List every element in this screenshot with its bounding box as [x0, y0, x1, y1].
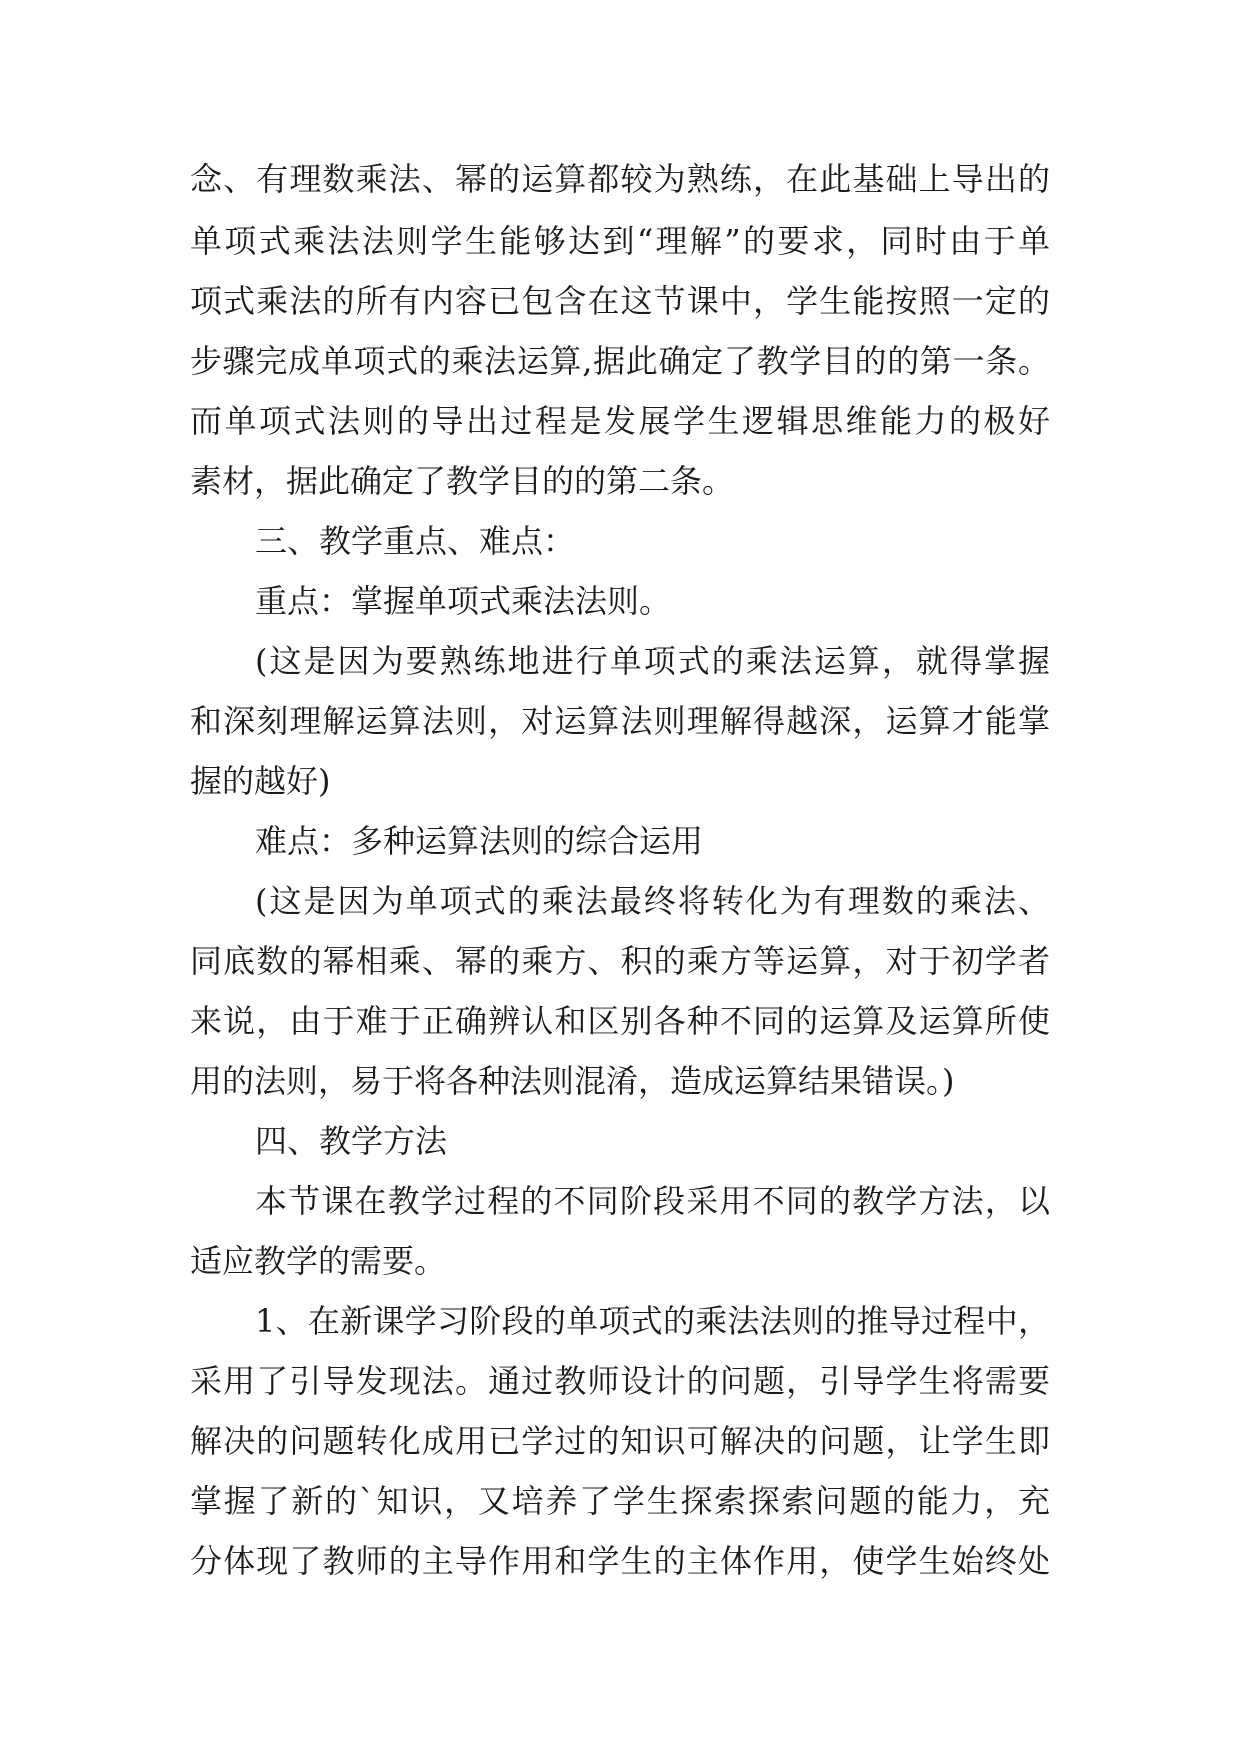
text-line: 难点：多种运算法则的综合运用: [255, 822, 704, 860]
section-heading: 三、教学重点、难点：: [255, 522, 576, 560]
text-line: 握的越好): [190, 762, 331, 800]
text-line: 念、有理数乘法、幂的运算都较为熟练，在此基础上导出的: [190, 160, 1050, 198]
text-line: 1、在新课学习阶段的单项式的乘法法则的推导过程中，: [255, 1302, 1050, 1340]
text-line: 重点：掌握单项式乘法法则。: [255, 582, 672, 620]
text-line: 分体现了教师的主导作用和学生的主体作用，使学生始终处: [190, 1542, 1050, 1580]
text-line: 本节课在教学过程的不同阶段采用不同的教学方法，以: [255, 1182, 1050, 1220]
text-line: (这是因为单项式的乘法最终将转化为有理数的乘法、: [255, 882, 1050, 920]
text-line: (这是因为要熟练地进行单项式的乘法运算，就得掌握: [255, 642, 1050, 680]
text-line: 适应教学的需要。: [190, 1242, 447, 1280]
text-line: 采用了引导发现法。通过教师设计的问题，引导学生将需要: [190, 1362, 1050, 1400]
text-line: 步骤完成单项式的乘法运算,据此确定了教学目的的第一条。: [190, 342, 1050, 380]
text-line: 同底数的幂相乘、幂的乘方、积的乘方等运算，对于初学者: [190, 942, 1050, 980]
text-line: 素材，据此确定了教学目的的第二条。: [190, 462, 735, 500]
text-line: 来说，由于难于正确辨认和区别各种不同的运算及运算所使: [190, 1002, 1050, 1040]
text-line: 解决的问题转化成用已学过的知识可解决的问题，让学生即: [190, 1422, 1050, 1460]
text-line: 而单项式法则的导出过程是发展学生逻辑思维能力的极好: [190, 402, 1050, 440]
text-line: 掌握了新的`知识，又培养了学生探索探索问题的能力，充: [190, 1482, 1050, 1520]
text-line: 项式乘法的所有内容已包含在这节课中，学生能按照一定的: [190, 282, 1050, 320]
text-line: 用的法则，易于将各种法则混淆，造成运算结果错误。): [190, 1062, 955, 1100]
section-heading: 四、教学方法: [255, 1122, 448, 1160]
text-line: 和深刻理解运算法则，对运算法则理解得越深，运算才能掌: [190, 702, 1050, 740]
text-line: 单项式乘法法则学生能够达到“理解”的要求，同时由于单: [190, 222, 1050, 260]
